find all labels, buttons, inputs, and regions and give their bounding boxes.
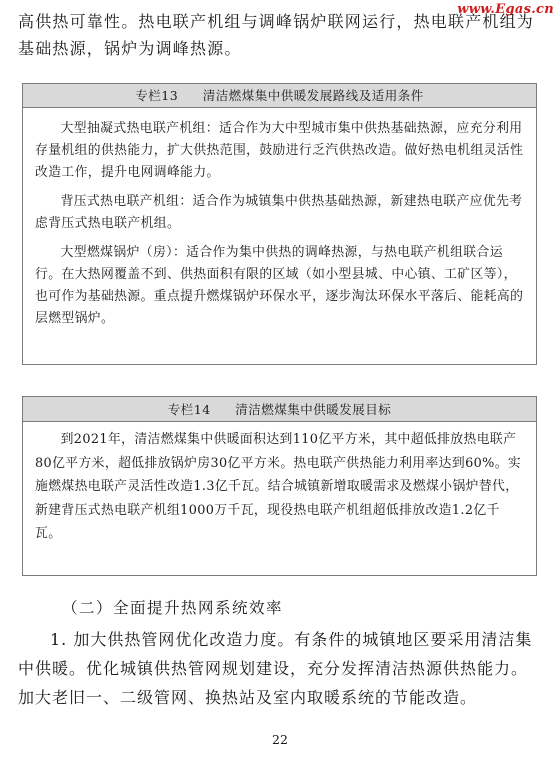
body-text [18,625,540,712]
box-14-header [23,397,536,422]
page-number: 22 [272,732,288,747]
box-14-title: 清洁燃煤集中供暖发展目标 [235,402,392,417]
box-13-paragraph: 背压式热电联产机组：适合作为城镇集中供热基础热源，新建热电联产应优先考虑背压式热电联产机组。 [35,194,523,231]
box-13-label: 专栏13 [135,88,179,103]
watermark-text: www.Egas.cn [457,2,554,17]
box-14-label: 专栏14 [167,402,211,417]
box-14-paragraph: 到2021年，清洁燃煤集中供暖面积达到110亿平方米，其中超低排放热电联产80亿平方米，超低排放锅炉房30亿平方米。热电联产供热能力利用率达到60%。实施燃煤热电联产灵活性改造1.3亿千瓦。结合城镇新增取暖需求及燃煤小锅炉替代，新建背压式热电联产机组1000万千瓦，现役热电联产机组超低排放改造1.2亿千瓦。 [35,432,522,541]
box-13-body [23,108,536,330]
box-14-body [23,422,536,546]
box-13-title: 清洁燃煤集中供暖发展路线及适用条件 [202,88,424,103]
sidebar-box-14 [22,396,537,576]
section-heading: （二）全面提升热网系统效率 [62,599,284,617]
box-13-header [23,84,536,108]
box-13-paragraph: 大型抽凝式热电联产机组：适合作为大中型城市集中供热基础热源，应充分利用存量机组的供热能力，扩大供热范围，鼓励进行乏汽供热改造。做好热电机组灵活性改造工作，提升电网调峰能力。 [35,121,524,180]
sidebar-box-13 [22,83,537,365]
body-paragraph: 1. 加大供热管网优化改造力度。有条件的城镇地区要采用清洁集中供暖。优化城镇供热管网规划建设，充分发挥清洁热源供热能力。加大老旧一、二级管网、换热站及室内取暖系统的节能改造。 [18,630,533,707]
box-13-paragraph: 大型燃煤锅炉（房）：适合作为集中供热的调峰热源，与热电联产机组联合运行。在大热网覆盖不到、供热面积有限的区域（如小型县城、中心镇、工矿区等），也可作为基础热源。重点提升燃煤锅炉环保水平，逐步淘汰环保水平落后、能耗高的层燃型锅炉。 [35,245,524,326]
intro-paragraph: 高供热可靠性。热电联产机组与调峰锅炉联网运行，热电联产机组为基础热源，锅炉为调峰热源。 [18,12,535,58]
